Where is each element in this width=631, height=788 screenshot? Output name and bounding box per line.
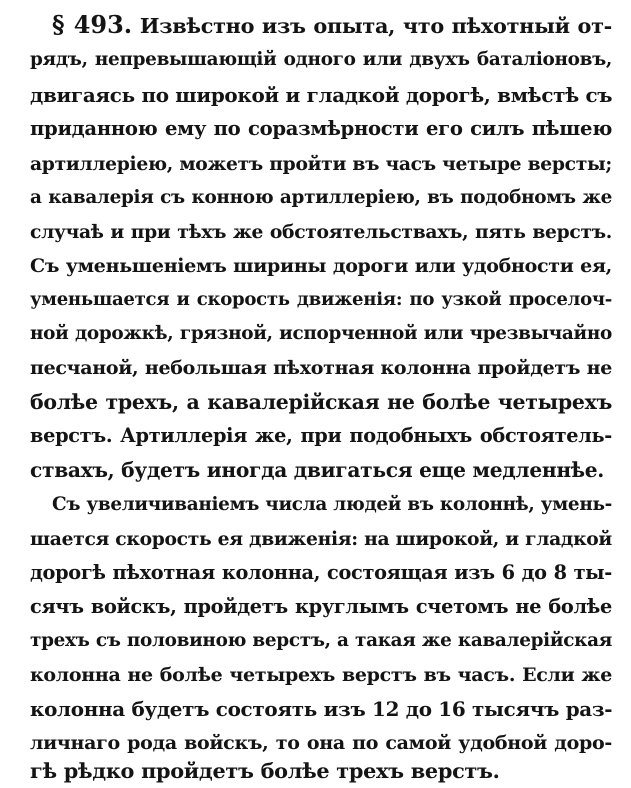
paragraph-1-line-6: а кавалерія съ конною артиллеріею, въ подобномъ же xyxy=(30,187,612,208)
paragraph-1-line-1 xyxy=(52,9,612,41)
paragraph-1-line-13: верстъ. Артиллерія же, при подобныхъ обстоятель- xyxy=(30,424,612,447)
paragraph-2-line-3: дорогѣ пѣхотная колонна, состоящая изъ 6 до 8 ты- xyxy=(30,561,612,584)
paragraph-1-line-14: ствахъ, будетъ иногда двигаться еще медленнѣе. xyxy=(30,458,604,482)
paragraph-1-line-5: артиллеріею, можетъ пройти въ часъ четыре версты; xyxy=(30,153,612,175)
paragraph-2-line-8: личнаго рода войскъ, то она по самой удобной доро- xyxy=(30,732,612,754)
paragraph-1-line-2: рядъ, непревышающій одного или двухъ баталіоновъ, xyxy=(30,49,612,70)
paragraph-1-line-10: ной дорожкѣ, грязной, испорченной или чрезвычайно xyxy=(30,323,612,344)
paragraph-1-line-11: песчаной, небольшая пѣхотная колонна пройдетъ не xyxy=(30,357,612,379)
paragraph-2-line-4: сячъ войскъ, пройдетъ круглымъ счетомъ не болѣе xyxy=(30,595,612,618)
paragraph-1-line-8: Съ уменьшеніемъ ширины дороги или удобности ея, xyxy=(30,255,612,277)
paragraph-2-line-2: шается скорость ея движенія: на широкой, и гладкой xyxy=(30,528,612,550)
paragraph-1-line-7: случаѣ и при тѣхъ же обстоятельствахъ, пять верстъ. xyxy=(30,221,612,243)
paragraph-1-line-4: приданною ему по соразмѣрности его силъ пѣшею xyxy=(30,117,612,140)
paragraph-2-line-6: колонна не болѣе четырехъ верстъ въ часъ. Если же xyxy=(30,664,612,686)
paragraph-1-line-3: двигаясь по широкой и гладкой дорогѣ, вмѣстѣ съ xyxy=(30,83,613,107)
paragraph-2-line-9: гѣ рѣдко пройдетъ болѣе трехъ верстъ. xyxy=(30,758,500,783)
paragraph-1-line-12: болѣе трехъ, а кавалерійская не болѣе четырехъ xyxy=(30,390,612,414)
paragraph-2-line-7: колонна будетъ состоять изъ 12 до 16 тысячъ раз- xyxy=(30,697,613,721)
paragraph-2-line-1: Съ увеличиваніемъ числа людей въ колоннѣ, умень- xyxy=(52,494,612,515)
paragraph-1-line-9: уменьшается и скорость движенія: по узкой проселоч- xyxy=(30,289,612,310)
section-number: § 493. xyxy=(52,10,133,39)
paragraph-2-line-5: трехъ съ половиною верстъ, а такая же кавалерійская xyxy=(30,630,612,651)
line-text: Извѣстно изъ опыта, что пѣхотный от- xyxy=(139,13,612,38)
